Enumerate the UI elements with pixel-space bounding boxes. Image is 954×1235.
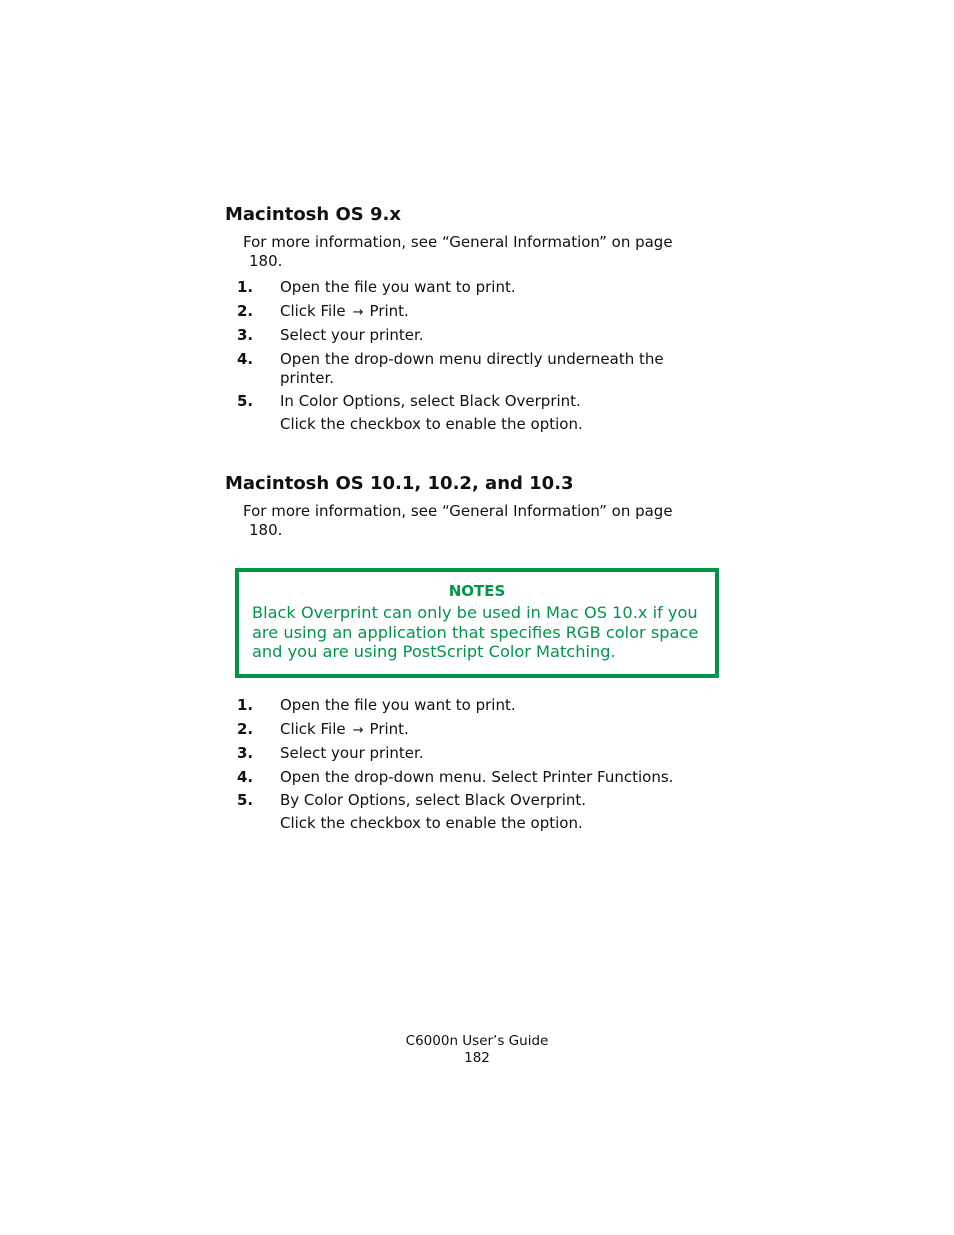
step-text-before: Click File xyxy=(280,301,346,320)
section-intro-os9 xyxy=(243,233,713,271)
step-number: 2. xyxy=(237,719,254,738)
step-main-text: By Color Options, select Black Overprint. xyxy=(280,791,587,809)
step-item xyxy=(237,696,717,715)
step-text-before: Click File xyxy=(280,719,346,738)
step-text: Open the drop-down menu. Select Printer Functions. xyxy=(280,767,674,786)
notes-title: NOTES xyxy=(448,582,506,600)
step-text xyxy=(280,720,717,740)
steps-list-os9 xyxy=(237,278,717,439)
step-number: 4. xyxy=(237,767,254,786)
step-number: 5. xyxy=(237,791,254,809)
step-text xyxy=(280,791,717,833)
step-number: 1. xyxy=(237,278,254,296)
step-item xyxy=(237,326,717,345)
step-number: 1. xyxy=(237,696,254,714)
step-item xyxy=(237,744,717,763)
intro-page-ref: 180. xyxy=(249,252,283,270)
section-title-os9: Macintosh OS 9.x xyxy=(225,204,401,225)
right-arrow-icon: → xyxy=(352,722,364,738)
section-title-os10: Macintosh OS 10.1, 10.2, and 10.3 xyxy=(225,473,574,494)
step-number: 3. xyxy=(237,326,254,344)
step-number: 2. xyxy=(237,301,254,320)
step-item xyxy=(237,768,717,787)
step-text: Open the drop-down menu directly underneath the printer. xyxy=(280,349,664,387)
step-number: 3. xyxy=(237,744,254,762)
step-sub-text: Click the checkbox to enable the option. xyxy=(280,415,583,433)
step-text-after: Print. xyxy=(369,719,409,738)
page-footer xyxy=(0,1033,954,1067)
intro-page-ref: 180. xyxy=(249,521,283,539)
step-text-after: Print. xyxy=(369,301,409,320)
right-arrow-icon: → xyxy=(352,304,364,320)
page-number: 182 xyxy=(464,1050,490,1066)
step-main-text: In Color Options, select Black Overprint. xyxy=(280,392,581,410)
step-text: Select your printer. xyxy=(280,744,424,762)
step-item xyxy=(237,278,717,297)
step-number: 4. xyxy=(237,349,254,368)
step-item xyxy=(237,720,717,740)
step-item xyxy=(237,302,717,322)
notes-box xyxy=(235,568,719,678)
footer-guide-title: C6000n User’s Guide xyxy=(405,1033,549,1049)
intro-line: For more information, see “General Information” on page xyxy=(243,233,673,251)
notes-body: Black Overprint can only be used in Mac OS 10.x if you are using an application that specifies RGB color space and you are using PostScript Color Matching. xyxy=(252,603,699,661)
step-text: Open the file you want to print. xyxy=(280,278,516,296)
step-item xyxy=(237,392,717,434)
step-item xyxy=(237,791,717,833)
step-number: 5. xyxy=(237,392,254,410)
step-text xyxy=(280,302,717,322)
step-text: Select your printer. xyxy=(280,326,424,344)
step-item xyxy=(237,350,717,388)
intro-line: For more information, see “General Information” on page xyxy=(243,502,673,520)
steps-list-os10 xyxy=(237,696,717,838)
step-text: Open the file you want to print. xyxy=(280,696,516,714)
section-intro-os10 xyxy=(243,502,713,540)
step-sub-text: Click the checkbox to enable the option. xyxy=(280,814,583,832)
step-text xyxy=(280,392,717,434)
